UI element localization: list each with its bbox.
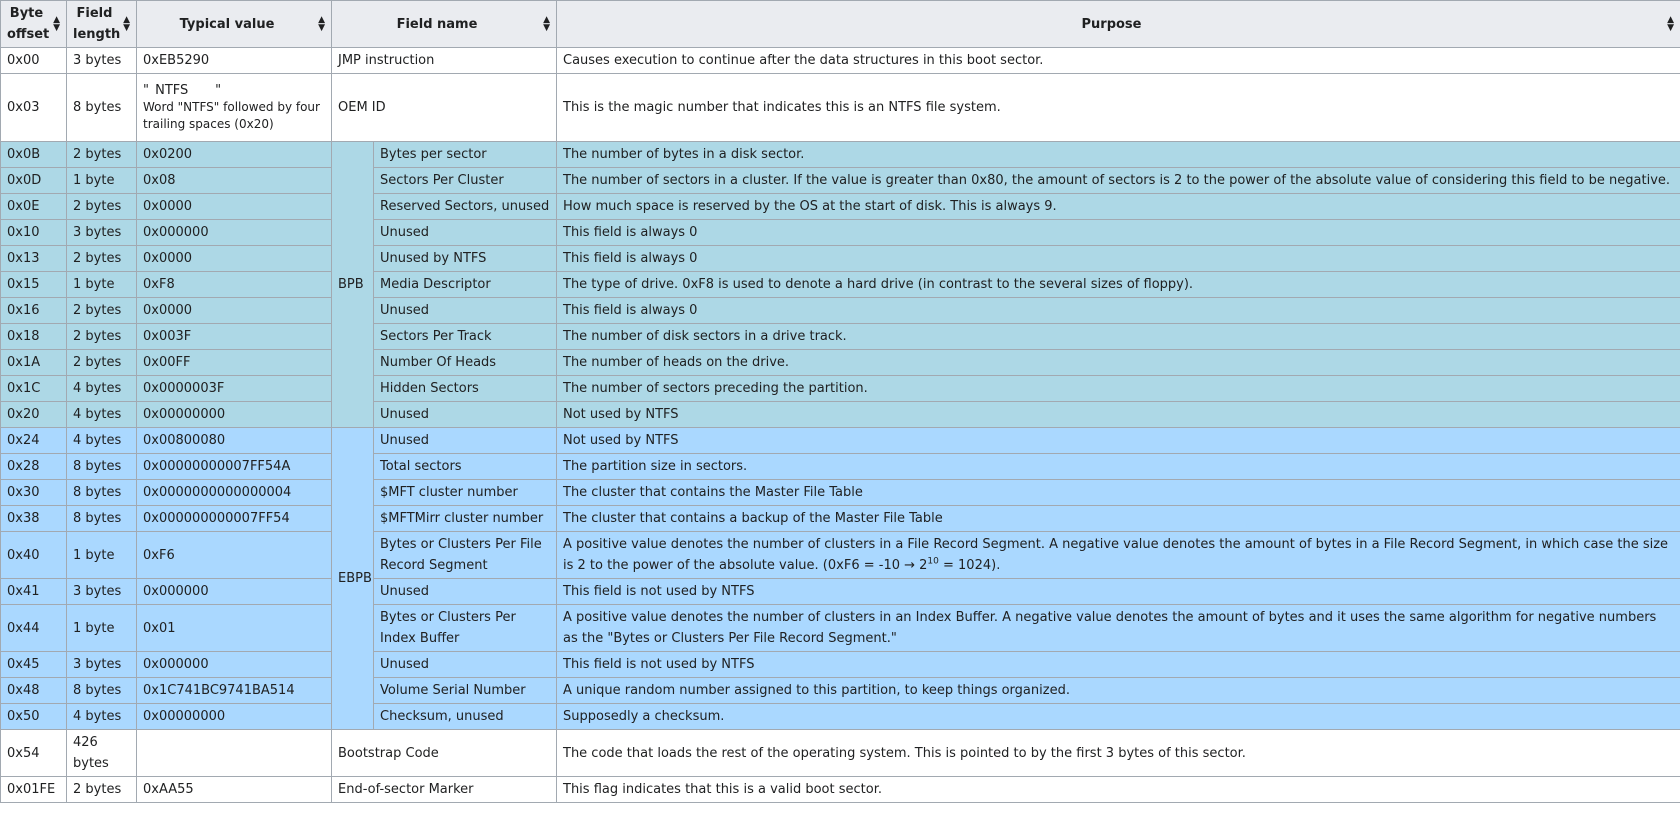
purpose-text-tail: = 1024).: [938, 558, 1001, 573]
table-row: [1, 142, 1680, 168]
purpose-cell: The number of sectors in a cluster. If the value is greater than 0x80, the amount of sectors is 2 to the power of the absolute value of considering this field to be negative.: [557, 168, 1680, 194]
value-cell: 0x000000000007FF54: [137, 506, 332, 532]
value-note: Word "NTFS" followed by four trailing spaces (0x20): [143, 100, 320, 131]
purpose-cell: This flag indicates that this is a valid boot sector.: [557, 777, 1680, 803]
table-row: [1, 480, 1680, 506]
table-row: [1, 298, 1680, 324]
length-cell: 2 bytes: [67, 324, 137, 350]
purpose-cell: The number of sectors preceding the partition.: [557, 376, 1680, 402]
value-cell: 0x000000: [137, 652, 332, 678]
length-cell: 4 bytes: [67, 402, 137, 428]
purpose-superscript: 10: [927, 556, 939, 567]
offset-cell: 0x0E: [1, 194, 67, 220]
name-cell: Hidden Sectors: [374, 376, 557, 402]
table-row: [1, 428, 1680, 454]
value-cell: [137, 730, 332, 777]
offset-cell: 0x18: [1, 324, 67, 350]
table-row: [1, 678, 1680, 704]
value-cell: 0x08: [137, 168, 332, 194]
purpose-cell: The cluster that contains the Master File Table: [557, 480, 1680, 506]
purpose-cell: This field is not used by NTFS: [557, 579, 1680, 605]
name-cell: Unused by NTFS: [374, 246, 557, 272]
purpose-cell: Not used by NTFS: [557, 402, 1680, 428]
name-cell: Unused: [374, 579, 557, 605]
name-cell: Sectors Per Cluster: [374, 168, 557, 194]
length-cell: 3 bytes: [67, 220, 137, 246]
name-cell: Number Of Heads: [374, 350, 557, 376]
value-cell: 0x000000: [137, 220, 332, 246]
table-row: [1, 272, 1680, 298]
table-row: [1, 48, 1680, 74]
name-cell: Volume Serial Number: [374, 678, 557, 704]
purpose-cell: The type of drive. 0xF8 is used to denote a hard drive (in contrast to the several sizes of floppy).: [557, 272, 1680, 298]
purpose-cell: The code that loads the rest of the operating system. This is pointed to by the first 3 bytes of this sector.: [557, 730, 1680, 777]
offset-cell: 0x15: [1, 272, 67, 298]
offset-cell: 0x38: [1, 506, 67, 532]
value-cell: 0x0000000000000004: [137, 480, 332, 506]
length-cell: 1 byte: [67, 168, 137, 194]
table-row: [1, 74, 1680, 142]
ebpb-group-label: EBPB: [332, 428, 374, 730]
length-cell: 1 byte: [67, 532, 137, 579]
purpose-cell: The number of disk sectors in a drive track.: [557, 324, 1680, 350]
name-cell: End-of-sector Marker: [332, 777, 557, 803]
name-cell: $MFT cluster number: [374, 480, 557, 506]
name-cell: Checksum, unused: [374, 704, 557, 730]
value-cell: 0x01: [137, 605, 332, 652]
table-row: [1, 324, 1680, 350]
length-cell: 8 bytes: [67, 506, 137, 532]
column-header-field-length[interactable]: Field length ▲ ▼: [67, 1, 137, 48]
offset-cell: 0x54: [1, 730, 67, 777]
value-cell: 0x00000000: [137, 704, 332, 730]
column-header-typical-value[interactable]: Typical value ▲ ▼: [137, 1, 332, 48]
value-cell: 0x0000: [137, 246, 332, 272]
value-cell: 0x0000: [137, 194, 332, 220]
column-header-byte-offset[interactable]: Byte offset ▲ ▼: [1, 1, 67, 48]
purpose-cell: How much space is reserved by the OS at the start of disk. This is always 9.: [557, 194, 1680, 220]
name-cell: Bytes or Clusters Per Index Buffer: [374, 605, 557, 652]
length-cell: 4 bytes: [67, 704, 137, 730]
name-cell: Reserved Sectors, unused: [374, 194, 557, 220]
name-cell: Media Descriptor: [374, 272, 557, 298]
column-header-purpose[interactable]: Purpose ▲ ▼: [557, 1, 1680, 48]
offset-cell: 0x41: [1, 579, 67, 605]
name-cell: Unused: [374, 428, 557, 454]
offset-cell: 0x30: [1, 480, 67, 506]
value-cell: " NTFS " Word "NTFS" followed by four trailing spaces (0x20): [137, 74, 332, 142]
name-cell: Unused: [374, 402, 557, 428]
name-cell: Unused: [374, 220, 557, 246]
value-cell: 0x00000000: [137, 402, 332, 428]
table-row: [1, 532, 1680, 579]
purpose-cell: Not used by NTFS: [557, 428, 1680, 454]
length-cell: 8 bytes: [67, 74, 137, 142]
column-header-field-name[interactable]: Field name ▲ ▼: [332, 1, 557, 48]
purpose-cell: The number of heads on the drive.: [557, 350, 1680, 376]
tail-section: [1, 730, 1680, 803]
offset-cell: 0x03: [1, 74, 67, 142]
length-cell: 2 bytes: [67, 777, 137, 803]
purpose-cell: A positive value denotes the number of clusters in an Index Buffer. A negative value denotes the amount of bytes and it uses the same algorithm for negative numbers as the "Bytes or Clusters Per File Record Segment.": [557, 605, 1680, 652]
offset-cell: 0x40: [1, 532, 67, 579]
length-cell: 4 bytes: [67, 376, 137, 402]
offset-cell: 0x44: [1, 605, 67, 652]
value-cell: 0x000000: [137, 579, 332, 605]
table-row: [1, 220, 1680, 246]
value-cell: 0x0000003F: [137, 376, 332, 402]
purpose-cell: A unique random number assigned to this partition, to keep things organized.: [557, 678, 1680, 704]
length-cell: 2 bytes: [67, 246, 137, 272]
bpb-group-label: BPB: [332, 142, 374, 428]
table-row: [1, 350, 1680, 376]
offset-cell: 0x50: [1, 704, 67, 730]
value-cell: 0x003F: [137, 324, 332, 350]
bpb-section: [1, 142, 1680, 428]
purpose-cell: Causes execution to continue after the data structures in this boot sector.: [557, 48, 1680, 74]
offset-cell: 0x01FE: [1, 777, 67, 803]
table-row: [1, 777, 1680, 803]
name-cell: Bytes or Clusters Per File Record Segment: [374, 532, 557, 579]
table-row: [1, 194, 1680, 220]
value-cell: 0xAA55: [137, 777, 332, 803]
purpose-cell: Supposedly a checksum.: [557, 704, 1680, 730]
name-cell: Unused: [374, 298, 557, 324]
name-cell: Total sectors: [374, 454, 557, 480]
purpose-cell: This field is not used by NTFS: [557, 652, 1680, 678]
name-cell: Sectors Per Track: [374, 324, 557, 350]
offset-cell: 0x00: [1, 48, 67, 74]
name-cell: Bytes per sector: [374, 142, 557, 168]
name-cell: Unused: [374, 652, 557, 678]
value-cell: 0x0000: [137, 298, 332, 324]
value-cell: 0x00800080: [137, 428, 332, 454]
sort-arrows-icon[interactable]: ▲ ▼: [53, 15, 60, 33]
purpose-cell: This field is always 0: [557, 298, 1680, 324]
offset-cell: 0x28: [1, 454, 67, 480]
length-cell: 2 bytes: [67, 194, 137, 220]
sort-arrows-icon[interactable]: ▲ ▼: [1667, 15, 1674, 33]
purpose-cell: This field is always 0: [557, 220, 1680, 246]
offset-cell: 0x0D: [1, 168, 67, 194]
purpose-cell: The cluster that contains a backup of the Master File Table: [557, 506, 1680, 532]
value-cell: 0x0200: [137, 142, 332, 168]
length-cell: 8 bytes: [67, 678, 137, 704]
length-cell: 4 bytes: [67, 428, 137, 454]
length-cell: 3 bytes: [67, 579, 137, 605]
name-cell: OEM ID: [332, 74, 557, 142]
table-row: [1, 506, 1680, 532]
purpose-text: A positive value denotes the number of clusters in a File Record Segment. A negative value denotes the amount of bytes in a File Record Segment, in which case the size is 2 to the power of the absolute value. (0xF6 = -10 → 2: [563, 537, 1669, 573]
length-cell: 2 bytes: [67, 142, 137, 168]
purpose-cell: The partition size in sectors.: [557, 454, 1680, 480]
name-cell: Bootstrap Code: [332, 730, 557, 777]
length-cell: 1 byte: [67, 272, 137, 298]
purpose-cell: This is the magic number that indicates this is an NTFS file system.: [557, 74, 1680, 142]
value-cell: 0xF6: [137, 532, 332, 579]
purpose-cell: [557, 532, 1680, 579]
ntfs-word: NTFS: [153, 82, 215, 99]
table-row: [1, 454, 1680, 480]
length-cell: 2 bytes: [67, 350, 137, 376]
offset-cell: 0x1A: [1, 350, 67, 376]
purpose-cell: The number of bytes in a disk sector.: [557, 142, 1680, 168]
offset-cell: 0x1C: [1, 376, 67, 402]
header-row: [1, 1, 1680, 48]
offset-cell: 0x0B: [1, 142, 67, 168]
offset-cell: 0x45: [1, 652, 67, 678]
table-row: [1, 579, 1680, 605]
length-cell: 1 byte: [67, 605, 137, 652]
length-cell: 8 bytes: [67, 454, 137, 480]
value-cell: 0x00FF: [137, 350, 332, 376]
value-cell: 0x1C741BC9741BA514: [137, 678, 332, 704]
table-row: [1, 376, 1680, 402]
offset-cell: 0x10: [1, 220, 67, 246]
sort-arrows-icon[interactable]: ▲ ▼: [123, 15, 130, 33]
offset-cell: 0x13: [1, 246, 67, 272]
sort-arrows-icon[interactable]: ▲ ▼: [318, 15, 325, 33]
name-cell: $MFTMirr cluster number: [374, 506, 557, 532]
offset-cell: 0x24: [1, 428, 67, 454]
table-row: [1, 605, 1680, 652]
value-cell: 0xF8: [137, 272, 332, 298]
length-cell: 426 bytes: [67, 730, 137, 777]
table-row: [1, 652, 1680, 678]
length-cell: 3 bytes: [67, 652, 137, 678]
length-cell: 2 bytes: [67, 298, 137, 324]
value-cell: 0x00000000007FF54A: [137, 454, 332, 480]
offset-cell: 0x48: [1, 678, 67, 704]
ebpb-section: [1, 428, 1680, 730]
table-row: [1, 730, 1680, 777]
offset-cell: 0x16: [1, 298, 67, 324]
length-cell: 3 bytes: [67, 48, 137, 74]
offset-cell: 0x20: [1, 402, 67, 428]
table-row: [1, 246, 1680, 272]
table-row: [1, 704, 1680, 730]
sort-arrows-icon[interactable]: ▲ ▼: [543, 15, 550, 33]
table-row: [1, 168, 1680, 194]
name-cell: JMP instruction: [332, 48, 557, 74]
table-row: [1, 402, 1680, 428]
purpose-cell: This field is always 0: [557, 246, 1680, 272]
value-cell: 0xEB5290: [137, 48, 332, 74]
length-cell: 8 bytes: [67, 480, 137, 506]
